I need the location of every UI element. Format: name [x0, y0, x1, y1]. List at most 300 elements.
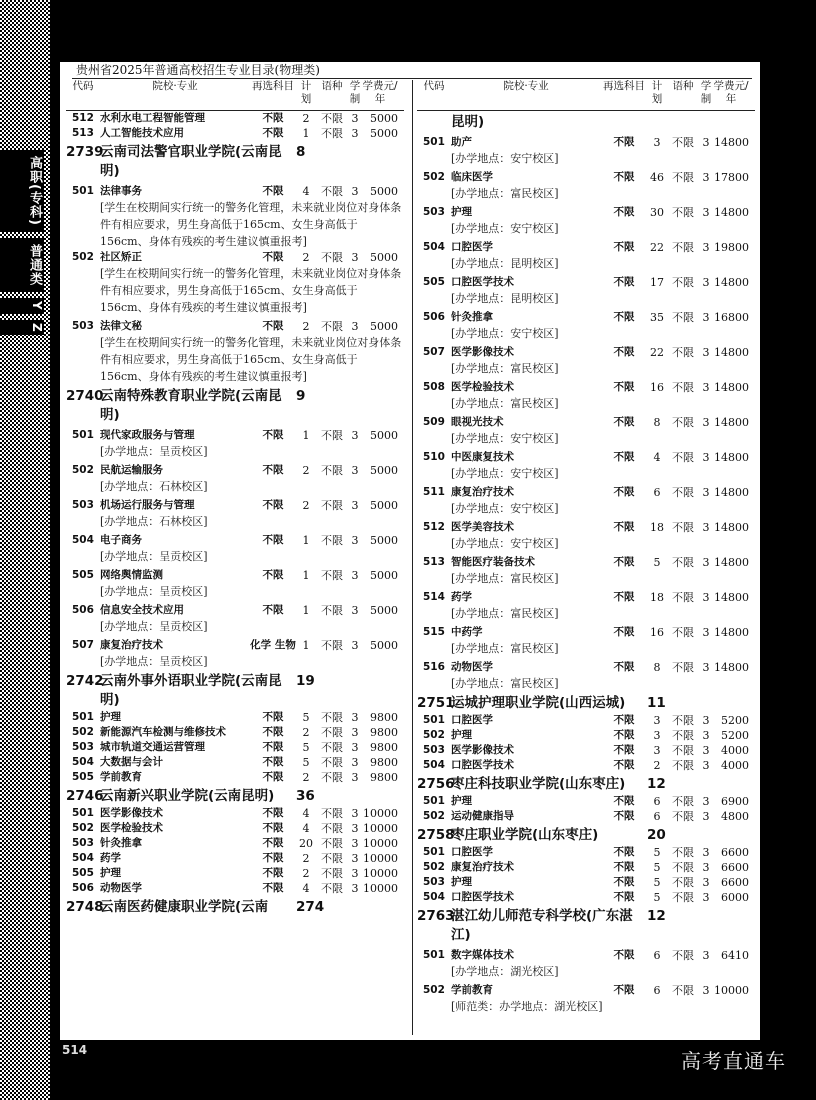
- major-note: [办学地点：安宁校区]: [451, 467, 559, 480]
- major-code: 512: [423, 521, 445, 533]
- school-plan: [647, 113, 677, 132]
- major-note: [办学地点：安宁校区]: [451, 537, 559, 550]
- plan-count: 3: [653, 714, 661, 727]
- tuition: 5200: [721, 714, 749, 727]
- plan-count: 2: [302, 867, 310, 880]
- tuition: 6000: [721, 891, 749, 904]
- years: 3: [702, 346, 710, 359]
- major-code: 507: [72, 639, 94, 651]
- major-name: 眼视光技术: [451, 416, 504, 428]
- plan-count: 5: [302, 756, 310, 769]
- language: 不限: [321, 320, 343, 333]
- major-note: [办学地点：安宁校区]: [451, 152, 559, 165]
- language: 不限: [321, 112, 343, 125]
- major-name: 药学: [100, 852, 121, 864]
- school-row: [66, 387, 404, 425]
- language: 不限: [321, 534, 343, 547]
- language: 不限: [672, 556, 694, 569]
- major-code: 505: [72, 867, 94, 879]
- major-row: [66, 725, 404, 740]
- major-name: 医学检验技术: [100, 822, 163, 834]
- header-fee: 学费元/年: [362, 80, 398, 105]
- years: 3: [351, 741, 359, 754]
- major-row: [417, 205, 755, 220]
- years: 3: [351, 464, 359, 477]
- tuition: 5000: [370, 127, 398, 140]
- years: 3: [702, 626, 710, 639]
- major-code: 510: [423, 451, 445, 463]
- page-number: 514: [62, 1043, 88, 1057]
- language: 不限: [672, 795, 694, 808]
- years: 3: [702, 891, 710, 904]
- major-note: [学生在校期间实行统一的警务化管理，未来就业岗位对身体条件有相应要求，男生身高低于165cm、女生身高低于156cm、身体有残疾的考生建议慎重报考]: [100, 336, 402, 383]
- major-code: 502: [423, 729, 445, 741]
- language: 不限: [672, 984, 694, 997]
- major-name: 护理: [451, 876, 472, 888]
- language: 不限: [672, 861, 694, 874]
- language: 不限: [321, 639, 343, 652]
- years: 3: [702, 521, 710, 534]
- header-code: 代码: [72, 80, 94, 92]
- years: 3: [351, 320, 359, 333]
- running-header: [72, 62, 752, 79]
- subject-req: 不限: [613, 381, 635, 393]
- years: 3: [702, 846, 710, 859]
- major-row: [417, 240, 755, 255]
- language: 不限: [321, 837, 343, 850]
- language: 不限: [672, 744, 694, 757]
- header-code: 代码: [423, 80, 445, 92]
- school-code: 2742: [66, 673, 104, 689]
- years: 3: [351, 185, 359, 198]
- major-name: 针灸推拿: [100, 837, 142, 849]
- tuition: 6900: [721, 795, 749, 808]
- subject-req: 不限: [613, 949, 635, 961]
- major-code: 506: [423, 311, 445, 323]
- years: 3: [351, 112, 359, 125]
- tuition: 10000: [363, 807, 398, 820]
- major-name: 口腔医学: [451, 714, 493, 726]
- plan-count: 6: [653, 810, 661, 823]
- major-name: 口腔医学: [451, 241, 493, 253]
- major-row: [417, 890, 755, 905]
- plan-count: 2: [302, 464, 310, 477]
- tuition: 16800: [714, 311, 749, 324]
- years: 3: [702, 759, 710, 772]
- major-row: [417, 275, 755, 290]
- plan-count: 22: [650, 346, 664, 359]
- major-code: 502: [72, 726, 94, 738]
- language: 不限: [321, 882, 343, 895]
- major-name: 康复治疗技术: [451, 486, 514, 498]
- subject-req: 不限: [613, 171, 635, 183]
- subject-req: 化学 生物: [250, 639, 296, 651]
- plan-count: 22: [650, 241, 664, 254]
- language: 不限: [672, 451, 694, 464]
- years: 3: [351, 756, 359, 769]
- major-name: 助产: [451, 136, 472, 148]
- tuition: 14800: [714, 556, 749, 569]
- major-code: 502: [423, 171, 445, 183]
- major-name: 城市轨道交通运营管理: [100, 741, 205, 753]
- years: 3: [702, 276, 710, 289]
- years: 3: [702, 556, 710, 569]
- major-name: 机场运行服务与管理: [100, 499, 195, 511]
- watermark: 高考直通车: [681, 1049, 786, 1073]
- major-row: [66, 184, 404, 199]
- major-code: 509: [423, 416, 445, 428]
- major-code: 507: [423, 346, 445, 358]
- subject-req: 不限: [613, 206, 635, 218]
- major-name: 大数据与会计: [100, 756, 163, 768]
- major-code: 501: [423, 714, 445, 726]
- language: 不限: [672, 206, 694, 219]
- major-code: 501: [423, 136, 445, 148]
- school-row: [417, 907, 755, 945]
- major-row: [417, 758, 755, 773]
- plan-count: 6: [653, 795, 661, 808]
- major-row: [66, 851, 404, 866]
- major-note: [办学地点：石林校区]: [100, 480, 208, 493]
- tuition: 17800: [714, 171, 749, 184]
- tuition: 19800: [714, 241, 749, 254]
- major-name: 口腔医学技术: [451, 276, 514, 288]
- plan-count: 6: [653, 949, 661, 962]
- language: 不限: [321, 822, 343, 835]
- major-code: 501: [423, 846, 445, 858]
- years: 3: [351, 711, 359, 724]
- subject-req: 不限: [262, 604, 284, 616]
- language: 不限: [672, 136, 694, 149]
- major-row: [417, 520, 755, 535]
- tuition: 6410: [721, 949, 749, 962]
- subject-req: 不限: [613, 759, 635, 771]
- subject-req: 不限: [262, 837, 284, 849]
- plan-count: 46: [650, 171, 664, 184]
- plan-count: 5: [653, 876, 661, 889]
- years: 3: [702, 241, 710, 254]
- tuition: 5000: [370, 429, 398, 442]
- major-row: [66, 319, 404, 334]
- major-name: 运动健康指导: [451, 810, 514, 822]
- major-note: [办学地点：富民校区]: [451, 362, 559, 375]
- language: 不限: [672, 171, 694, 184]
- language: 不限: [672, 486, 694, 499]
- language: 不限: [672, 276, 694, 289]
- school-code: 2751: [417, 695, 455, 711]
- major-name: 康复治疗技术: [451, 861, 514, 873]
- plan-count: 5: [653, 556, 661, 569]
- side-tab-level: 高职(专科): [0, 150, 44, 232]
- language: 不限: [321, 127, 343, 140]
- tuition: 5000: [370, 639, 398, 652]
- language: 不限: [321, 726, 343, 739]
- tuition: 5000: [370, 320, 398, 333]
- major-row: [417, 728, 755, 743]
- subject-req: 不限: [262, 807, 284, 819]
- years: 3: [702, 416, 710, 429]
- major-row: [417, 713, 755, 728]
- major-note: [办学地点：安宁校区]: [451, 502, 559, 515]
- major-note: [办学地点：呈贡校区]: [100, 620, 208, 633]
- major-row: [417, 345, 755, 360]
- school-name: 运城护理职业学院(山西运城): [451, 695, 626, 711]
- years: 3: [702, 876, 710, 889]
- years: 3: [702, 861, 710, 874]
- language: 不限: [321, 604, 343, 617]
- major-code: 514: [423, 591, 445, 603]
- subject-req: 不限: [262, 127, 284, 139]
- tuition: 9800: [370, 756, 398, 769]
- school-plan: 9: [296, 388, 306, 404]
- plan-count: 1: [302, 569, 310, 582]
- major-code: 504: [72, 852, 94, 864]
- subject-req: 不限: [262, 569, 284, 581]
- major-row: [66, 568, 404, 583]
- major-row: [417, 948, 755, 963]
- school-plan: 8: [296, 144, 306, 160]
- school-name: 云南新兴职业学院(云南昆明): [100, 788, 275, 804]
- tuition: 9800: [370, 771, 398, 784]
- major-name: 电子商务: [100, 534, 142, 546]
- major-row: [417, 743, 755, 758]
- major-note: [办学地点：呈贡校区]: [100, 550, 208, 563]
- tuition: 14800: [714, 206, 749, 219]
- school-plan: 11: [647, 695, 666, 711]
- plan-count: 2: [302, 320, 310, 333]
- school-name: 枣庄科技职业学院(山东枣庄): [451, 776, 626, 792]
- major-note: [办学地点：富民校区]: [451, 642, 559, 655]
- school-plan: 20: [647, 827, 666, 843]
- major-code: 501: [423, 949, 445, 961]
- major-note: [办学地点：呈贡校区]: [100, 585, 208, 598]
- major-row: [417, 625, 755, 640]
- major-code: 513: [423, 556, 445, 568]
- subject-req: 不限: [613, 276, 635, 288]
- years: 3: [702, 714, 710, 727]
- years: 3: [351, 867, 359, 880]
- school-plan: 12: [647, 776, 666, 792]
- major-note: [办学地点：富民校区]: [451, 397, 559, 410]
- major-code: 504: [72, 534, 94, 546]
- major-name: 动物医学: [100, 882, 142, 894]
- major-row: [66, 463, 404, 478]
- tuition: 14800: [714, 486, 749, 499]
- major-code: 501: [72, 807, 94, 819]
- major-note: [师范类：办学地点：湖光校区]: [451, 1000, 603, 1013]
- years: 3: [702, 810, 710, 823]
- major-code: 515: [423, 626, 445, 638]
- major-code: 501: [72, 711, 94, 723]
- school-row: [417, 826, 755, 845]
- major-row: [66, 126, 404, 141]
- major-row: [66, 710, 404, 725]
- major-row: [66, 603, 404, 618]
- plan-count: 4: [302, 807, 310, 820]
- language: 不限: [672, 311, 694, 324]
- plan-count: 8: [653, 661, 661, 674]
- tuition: 9800: [370, 726, 398, 739]
- major-row: [66, 806, 404, 821]
- major-code: 501: [72, 185, 94, 197]
- tuition: 14800: [714, 346, 749, 359]
- years: 3: [351, 726, 359, 739]
- years: 3: [351, 771, 359, 784]
- language: 不限: [672, 759, 694, 772]
- plan-count: 1: [302, 639, 310, 652]
- plan-count: 18: [650, 591, 664, 604]
- header-plan: 计划: [651, 80, 663, 105]
- school-plan: 274: [296, 899, 325, 915]
- language: 不限: [672, 591, 694, 604]
- major-code: 503: [72, 837, 94, 849]
- major-name: 护理: [451, 206, 472, 218]
- school-code: 2763: [417, 908, 455, 924]
- major-name: 现代家政服务与管理: [100, 429, 195, 441]
- years: 3: [702, 729, 710, 742]
- subject-req: 不限: [613, 876, 635, 888]
- plan-count: 5: [653, 846, 661, 859]
- major-name: 护理: [451, 729, 472, 741]
- major-name: 新能源汽车检测与维修技术: [100, 726, 226, 738]
- language: 不限: [672, 714, 694, 727]
- major-note: [办学地点：石林校区]: [100, 515, 208, 528]
- school-code: 2756: [417, 776, 455, 792]
- major-code: 505: [72, 771, 94, 783]
- language: 不限: [672, 729, 694, 742]
- years: 3: [351, 251, 359, 264]
- years: 3: [351, 569, 359, 582]
- plan-count: 8: [653, 416, 661, 429]
- major-code: 502: [72, 822, 94, 834]
- major-code: 502: [72, 251, 94, 263]
- subject-req: 不限: [613, 810, 635, 822]
- school-code: 2740: [66, 388, 104, 404]
- school-row: [66, 672, 404, 710]
- years: 3: [702, 381, 710, 394]
- years: 3: [351, 807, 359, 820]
- major-name: 社区矫正: [100, 251, 142, 263]
- major-note: [办学地点：呈贡校区]: [100, 445, 208, 458]
- tuition: 6600: [721, 846, 749, 859]
- subject-req: 不限: [262, 499, 284, 511]
- major-code: 506: [72, 604, 94, 616]
- tuition: 5000: [370, 112, 398, 125]
- tuition: 14800: [714, 276, 749, 289]
- major-code: 503: [423, 206, 445, 218]
- major-row: [417, 555, 755, 570]
- major-name: 护理: [100, 867, 121, 879]
- major-row: [66, 428, 404, 443]
- tuition: 5000: [370, 604, 398, 617]
- plan-count: 4: [302, 185, 310, 198]
- school-row: [417, 775, 755, 794]
- years: 3: [702, 984, 710, 997]
- subject-req: 不限: [613, 984, 635, 996]
- subject-req: 不限: [262, 185, 284, 197]
- school-row: [66, 143, 404, 181]
- header-years: 学制: [349, 80, 361, 105]
- language: 不限: [672, 661, 694, 674]
- major-name: 民航运输服务: [100, 464, 163, 476]
- major-code: 505: [72, 569, 94, 581]
- years: 3: [351, 604, 359, 617]
- major-code: 504: [423, 241, 445, 253]
- tuition: 14800: [714, 661, 749, 674]
- major-row: [417, 809, 755, 824]
- language: 不限: [321, 852, 343, 865]
- major-name: 法律事务: [100, 185, 142, 197]
- language: 不限: [672, 876, 694, 889]
- header-subject: 再选科目: [252, 80, 294, 92]
- major-code: 503: [72, 499, 94, 511]
- subject-req: 不限: [613, 416, 635, 428]
- tuition: 14800: [714, 136, 749, 149]
- major-row: [66, 755, 404, 770]
- tuition: 5000: [370, 569, 398, 582]
- major-name: 医学检验技术: [451, 381, 514, 393]
- major-name: 学前教育: [451, 984, 493, 996]
- right-column: [412, 80, 755, 1035]
- major-code: 502: [423, 861, 445, 873]
- years: 3: [702, 795, 710, 808]
- school-row: [66, 898, 404, 917]
- tuition: 10000: [363, 882, 398, 895]
- school-name: 云南特殊教育职业学院(云南昆明): [100, 388, 282, 423]
- major-name: 信息安全技术应用: [100, 604, 184, 616]
- tuition: 10000: [714, 984, 749, 997]
- language: 不限: [321, 756, 343, 769]
- years: 3: [351, 882, 359, 895]
- major-name: 护理: [451, 795, 472, 807]
- major-code: 511: [423, 486, 445, 498]
- major-row: [66, 250, 404, 265]
- major-name: 医学影像技术: [100, 807, 163, 819]
- language: 不限: [321, 429, 343, 442]
- language: 不限: [321, 185, 343, 198]
- major-row: [417, 485, 755, 500]
- major-code: 503: [72, 741, 94, 753]
- years: 3: [702, 136, 710, 149]
- language: 不限: [321, 741, 343, 754]
- side-tab-category: 普通类: [0, 238, 44, 292]
- years: 3: [702, 661, 710, 674]
- years: 3: [351, 852, 359, 865]
- plan-count: 4: [302, 882, 310, 895]
- major-name: 医学美容技术: [451, 521, 514, 533]
- plan-count: 3: [653, 744, 661, 757]
- subject-req: 不限: [613, 861, 635, 873]
- subject-req: 不限: [613, 846, 635, 858]
- plan-count: 4: [302, 822, 310, 835]
- header-plan: 计划: [300, 80, 312, 105]
- major-row: [417, 794, 755, 809]
- major-row: [417, 875, 755, 890]
- years: 3: [702, 591, 710, 604]
- major-note: [办学地点：富民校区]: [451, 572, 559, 585]
- tuition: 6600: [721, 861, 749, 874]
- language: 不限: [321, 464, 343, 477]
- major-code: 506: [72, 882, 94, 894]
- subject-req: 不限: [262, 741, 284, 753]
- header-years: 学制: [700, 80, 712, 105]
- subject-req: 不限: [613, 521, 635, 533]
- header-lang: 语种: [672, 80, 694, 92]
- plan-count: 1: [302, 127, 310, 140]
- major-code: 513: [72, 127, 94, 139]
- years: 3: [351, 822, 359, 835]
- major-code: 508: [423, 381, 445, 393]
